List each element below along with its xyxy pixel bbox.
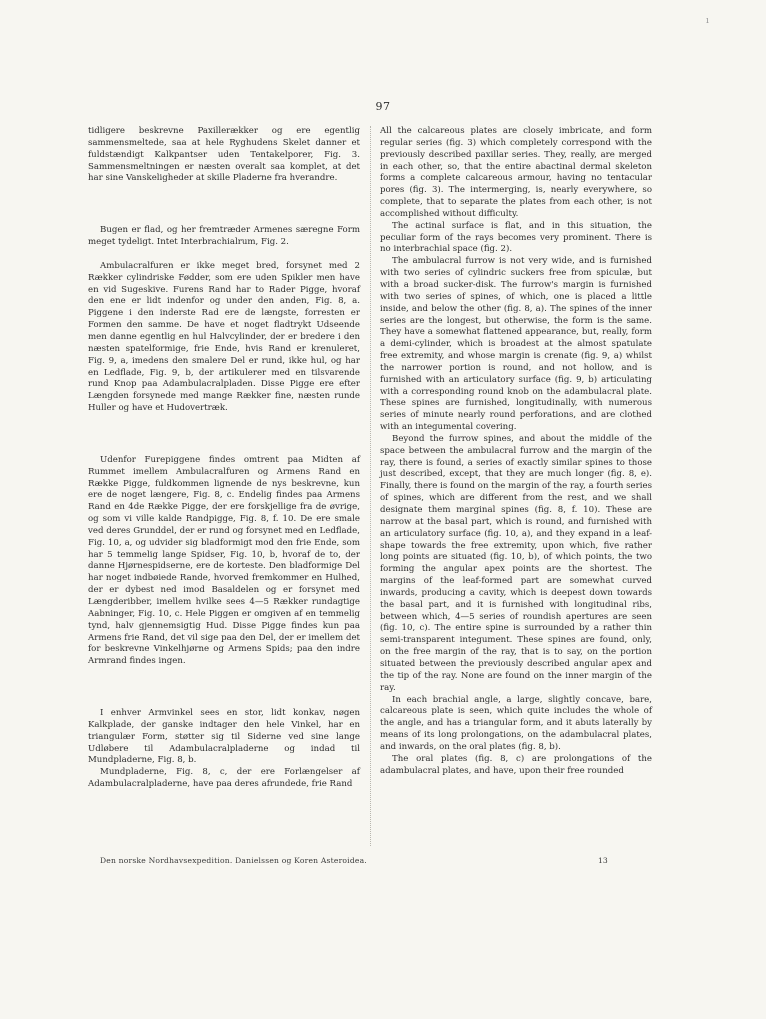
left-paragraph-2: Bugen er flad, og her fremtræder Armenes særegne Form meget tydeligt. Intet Interbrachialrum, Fig. 2. — [88, 225, 360, 248]
right-column-english — [380, 126, 652, 777]
right-paragraph-6: The oral plates (fig. 8, c) are prolongations of the adambulacral plates, and have, upon their free rounded — [380, 753, 652, 776]
right-paragraph-4: Beyond the furrow spines, and about the middle of the space between the ambulacral furrow and the margin of the ray, there is found, a series of exactly similar spines to those just described, except, that they are much longer (fig. 8, e). Finally, there is found on the margin of the ray, a fourth series of spines, which are different from the rest, and we shall designate them marginal spines (fig. 8, f. 10). These are narrow at the basal part, which is round, and furnished with an articulatory surface (fig. 10, a), and they expand in a leaf-shape towards the free extremity, upon which, five rather long points are situated (fig. 10, b), of which points, the two forming the angular apex points are the shortest. The margins of the leaf-formed part are somewhat curved inwards, producing a cavity, which is deepest down towards the basal part, and it is furnished with longitudinal ribs, between which, 4—5 series of roundish apertures are seen (fig. 10, c). The entire spine is surrounded by a rather thin semi-transparent integument. These spines are found, only, on the free margin of the ray, that is to say, on the portion situated between the previously described angular apex and the tip of the ray. None are found on the inner margin of the ray. — [380, 433, 652, 693]
right-paragraph-3: The ambulacral furrow is not very wide, and is furnished with two series of cylindric suckers free from spiculæ, but with a broad sucker-disk. The furrow's margin is furnished with two series of spines, of which, one is placed a little inside, and below the other (fig. 8, a). The spines of the inner series are the longest, but otherwise, the form is the same. They have a somewhat flattened appearance, but, really, form a demi-cylinder, which is broadest at the almost spatulate free extremity, and whose margin is crenate (fig. 9, a) whilst the narrower portion is round, and not hollow, and is furnished with an articulatory surface (fig. 9, b) articulating with a corresponding round knob on the adambulacral plate. These spines are furnished, longitudinally, with numerous series of minute nearly round perforations, and are clothed with an integumental covering. — [380, 256, 652, 433]
column-divider — [370, 126, 371, 846]
page-number: 97 — [375, 100, 391, 113]
right-paragraph-5: In each brachial angle, a large, slightly concave, bare, calcareous plate is seen, which quite includes the whole of the angle, and has a triangular form, and it abuts laterally by means of its long prolongations, on the adambulacral plates, and inwards, on the oral plates (fig. 8, b). — [380, 694, 652, 752]
scan-mark: ı — [706, 16, 709, 26]
signature-mark: 13 — [598, 856, 608, 865]
right-paragraph-2: The actinal surface is flat, and in this situation, the peculiar form of the rays becomes very prominent. There is no interbrachial space (fig. 2). — [380, 220, 652, 255]
left-paragraph-6: Mundpladerne, Fig. 8, c, der ere Forlængelser af Adambulacralpladerne, have paa deres afrundede, frie Rand — [88, 767, 360, 790]
running-footer: Den norske Nordhavsexpedition. Danielssen og Koren Asteroidea. — [100, 856, 367, 865]
left-paragraph-5: I enhver Armvinkel sees en stor, lidt konkav, nøgen Kalkplade, der ganske indtager den hele Vinkel, har en triangulær Form, støtter sig til Siderne ved sine lange Udløbere til Adambulacralpladerne og indad til Mundpladerne, Fig. 8, b. — [88, 708, 360, 766]
left-paragraph-1: tidligere beskrevne Paxillerækker og ere egentlig sammensmeltede, saa at hele Ryghudens Skelet danner et fuldstændigt Kalkpantser uden Tentakelporer, Fig. 3. Sammensmeltningen er næsten overalt saa komplet, at det har sine Vanskeligheder at skille Pladerne fra hverandre. — [88, 126, 360, 184]
left-column-norwegian — [88, 126, 360, 791]
right-paragraph-1: All the calcareous plates are closely imbricate, and form regular series (fig. 3) which completely correspond with the previously described paxillar series. They, really, are merged in each other, so, that the entire abactinal dermal skeleton forms a complete calcareous armour, having no tentacular pores (fig. 3). The intermerging, is, nearly everywhere, so complete, that to separate the plates from each other, is not accomplished without difficulty. — [380, 126, 652, 219]
left-paragraph-4: Udenfor Furepiggene findes omtrent paa Midten af Rummet imellem Ambulacralfuren og Armens Rand en Række Pigge, fuldkommen lignende de nys beskrevne, kun ere de noget længere, Fig. 8, c. Endelig findes paa Armens Rand en 4de Række Pigge, der ere forskjellige fra de øvrige, og som vi ville kalde Randpigge, Fig. 8, f. 10. De ere smale ved deres Grunddel, der er rund og forsynet med en Ledflade, Fig. 10, a, og udvider sig bladformigt mod den frie Ende, som har 5 temmelig lange Spidser, Fig. 10, b, hvoraf de to, der danne Hjørnespidserne, ere de korteste. Den bladformige Del har noget indbøiede Rande, hvorved fremkommer en Hulhed, der er dybest ned imod Basaldelen og er forsynet med Længderibber, imellem hvilke sees 4—5 Rækker rundagtige Aabninger, Fig. 10, c. Hele Piggen er omgiven af en temmelig tynd, halv gjennemsigtig Hud. Disse Pigge findes kun paa Armens frie Rand, det vil sige paa den Del, der er imellem det for beskrevne Vinkelhjørne og Armens Spids; paa den indre Armrand findes ingen. — [88, 454, 360, 667]
left-paragraph-3: Ambulacralfuren er ikke meget bred, forsynet med 2 Rækker cylindriske Fødder, som ere uden Spikler men have en vid Sugeskive. Furens Rand har to Rader Pigge, hvoraf den ene er lidt indenfor og under den anden, Fig. 8, a. Piggene i den inderste Rad ere de længste, forresten er Formen den samme. De have et noget fladtrykt Udseende men danne egentlig en hul Halvcylinder, der er bredere i den næsten spatelformige, frie Ende, hvis Rand er krenuleret, Fig. 9, a, imedens den smalere Del er rund, ikke hul, og har en Ledflade, Fig. 9, b, der artikulerer med en tilsvarende rund Knop paa Adambulacralpladen. Disse Pigge ere efter Længden forsynede med mange Rækker fine, næsten runde Huller og have et Hudovertræk. — [88, 260, 360, 414]
